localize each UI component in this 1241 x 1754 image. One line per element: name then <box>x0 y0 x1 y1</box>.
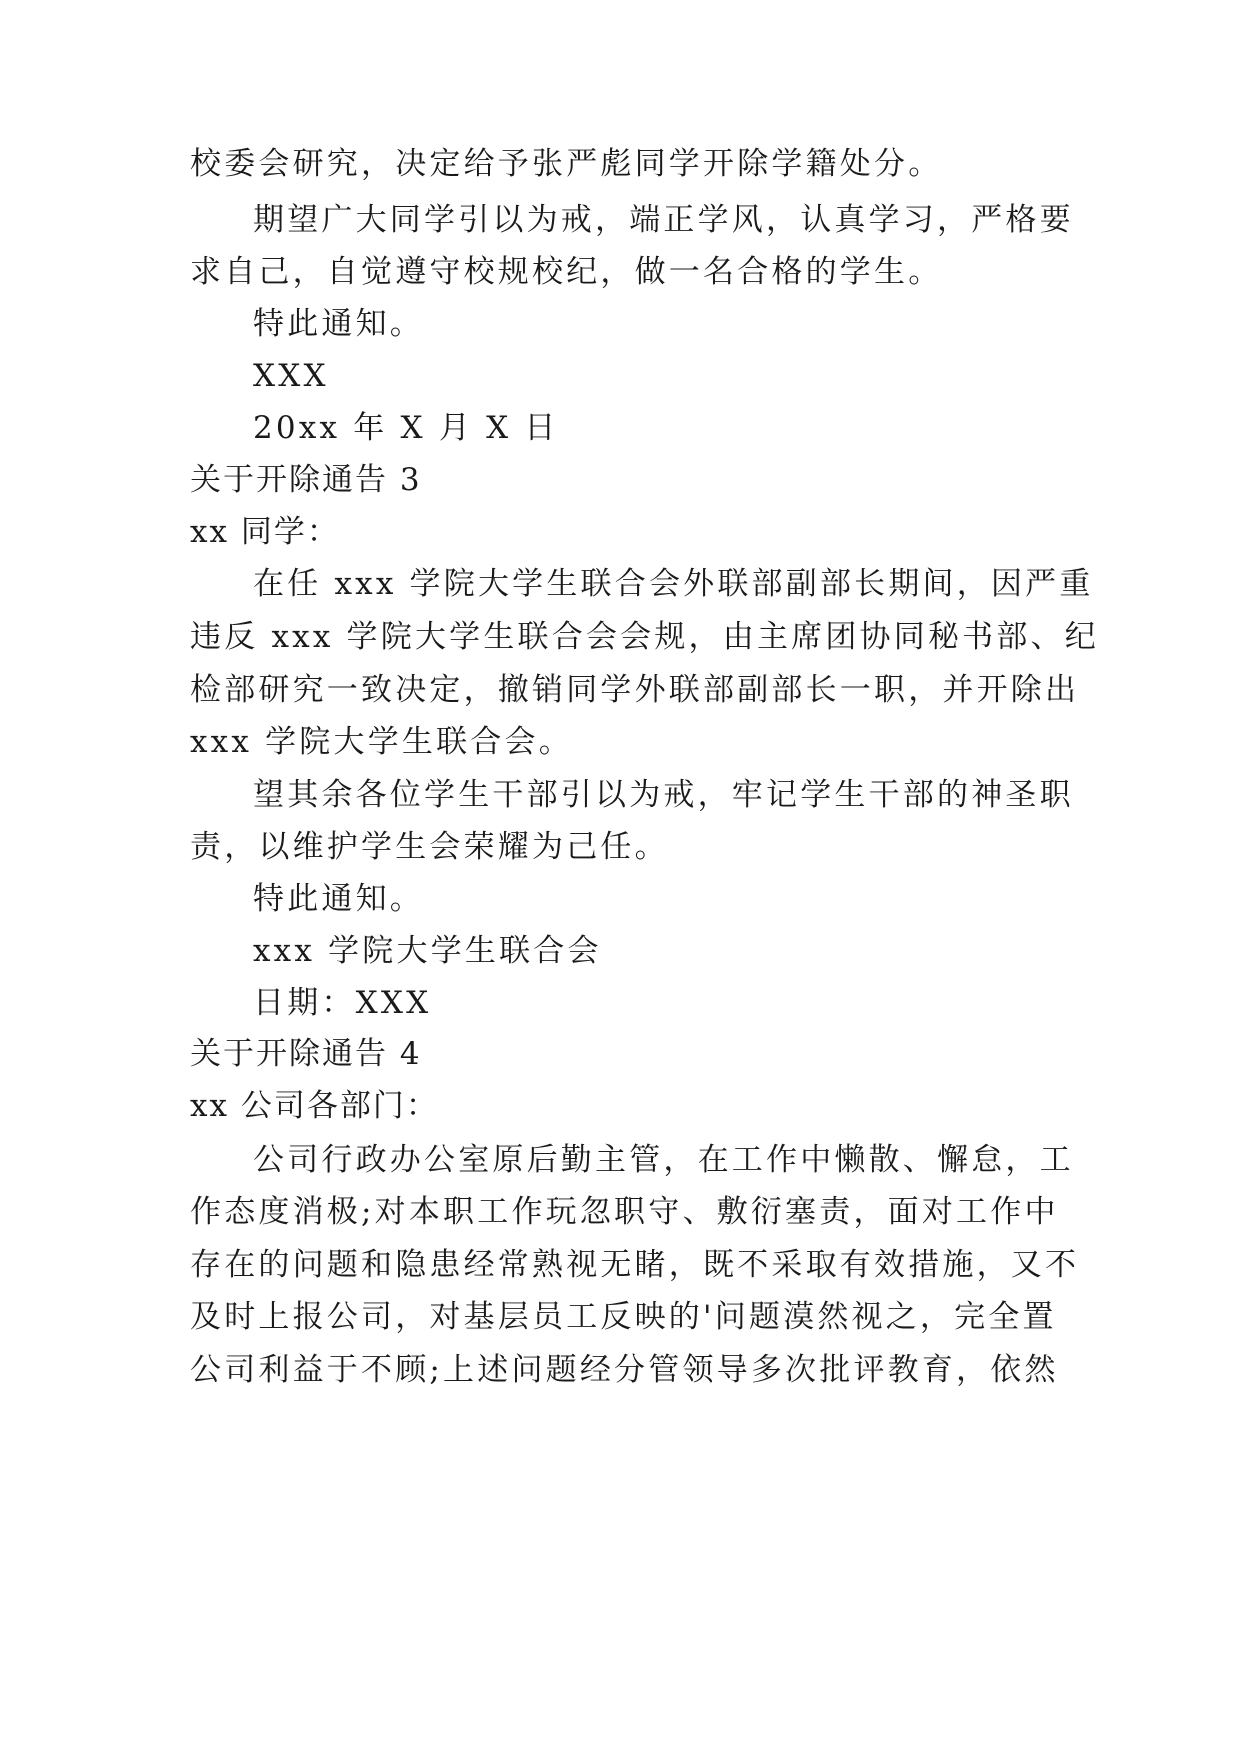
notice3-body-line2: 违反 xxx 学院大学生联合会会规，由主席团协同秘书部、纪 <box>190 619 1099 655</box>
notice3-date: 日期：XXX <box>253 985 432 1021</box>
notice2-exhortation-line1: 期望广大同学引以为戒，端正学风，认真学习，严格要 <box>253 202 1074 238</box>
notice4-body-line3: 存在的问题和隐患经常熟视无睹，既不采取有效措施，又不 <box>190 1247 1080 1283</box>
notice4-body-line1: 公司行政办公室原后勤主管，在工作中懒散、懈怠，工 <box>253 1142 1074 1178</box>
notice2-decision-end: 校委会研究，决定给予张严彪同学开除学籍处分。 <box>190 146 943 182</box>
notice3-salutation: xx 同学： <box>190 514 340 550</box>
notice2-date: 20xx 年 X 月 X 日 <box>253 410 559 446</box>
notice2-closing: 特此通知。 <box>253 306 424 342</box>
notice2-exhortation-line2: 求自己，自觉遵守校规校纪，做一名合格的学生。 <box>190 254 943 290</box>
notice3-warning-line2: 责，以维护学生会荣耀为己任。 <box>190 829 669 865</box>
notice3-title: 关于开除通告 3 <box>190 462 422 498</box>
notice2-signer: XXX <box>253 358 329 394</box>
notice3-warning-line1: 望其余各位学生干部引以为戒，牢记学生干部的神圣职 <box>253 777 1074 813</box>
notice4-salutation: xx 公司各部门： <box>190 1088 439 1124</box>
notice3-closing: 特此通知。 <box>253 881 424 917</box>
notice3-body-line3: 检部研究一致决定，撤销同学外联部副部长一职，并开除出 <box>190 672 1080 708</box>
notice4-title: 关于开除通告 4 <box>190 1036 422 1072</box>
notice4-body-line2: 作态度消极;对本职工作玩忽职守、敷衍塞责，面对工作中 <box>190 1194 1059 1230</box>
notice4-body-line5: 公司利益于不顾;上述问题经分管领导多次批评教育，依然 <box>190 1352 1059 1388</box>
notice3-signer: xxx 学院大学生联合会 <box>253 933 602 969</box>
notice3-body-line4: xxx 学院大学生联合会。 <box>190 724 573 760</box>
notice3-body-line1: 在任 xxx 学院大学生联合会外联部副部长期间，因严重 <box>253 566 1094 602</box>
notice4-body-line4: 及时上报公司，对基层员工反映的'问题漠然视之，完全置 <box>190 1299 1057 1335</box>
